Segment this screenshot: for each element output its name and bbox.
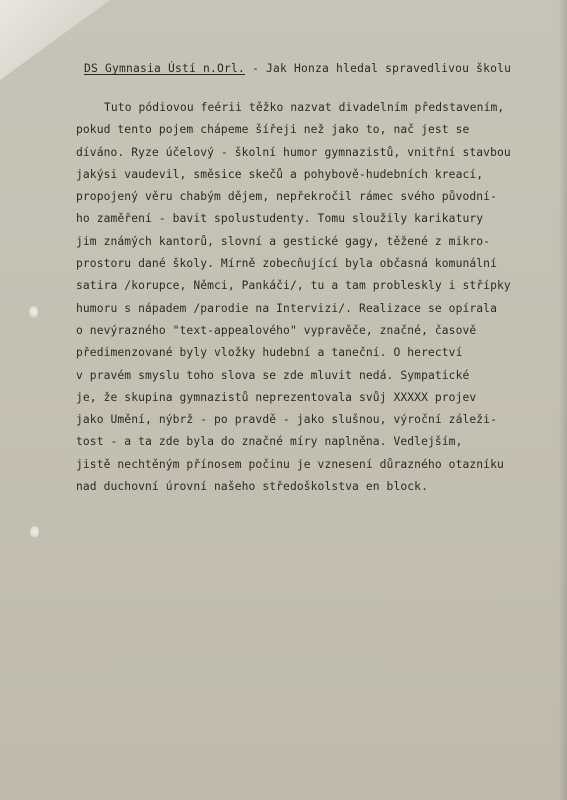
text-line: nad duchovní úrovní našeho středoškolstva en block. [76, 480, 428, 494]
text-line: o nevýrazného "text-appealového" vypravěče, značné, časově [76, 323, 477, 337]
text-line: prostoru dané školy. Mírně zobecňující byla občasná komunální [76, 257, 497, 271]
page-edge-shadow [559, 0, 567, 800]
heading-ensemble: DS Gymnasia Ústí n.Orl. [84, 62, 246, 75]
text-line: jako Umění, nýbrž - po pravdě - jako slušnou, výroční záleži- [76, 413, 497, 427]
text-line: v pravém smyslu toho slova se zde mluvit nedá. Sympatické [76, 368, 470, 382]
text-line: propojený věru chabým dějem, nepřekročil rámec svého původní- [76, 190, 497, 204]
text-line: je, že skupina gymnazistů neprezentovala svůj XXXXX projev [76, 390, 477, 404]
text-line: ho zaměření - bavit spolustudenty. Tomu sloužily karikatury [76, 212, 484, 226]
punch-hole-top [29, 306, 38, 318]
text-line: jistě nechtěným přínosem počinu je vznesení důrazného otazníku [76, 457, 504, 471]
document-heading [84, 62, 511, 75]
text-line: pokud tento pojem chápeme šířeji než jako to, nač jest se [76, 123, 470, 137]
text-line: díváno. Ryze účelový - školní humor gymnazistů, vnitřní stavbou [76, 145, 511, 159]
text-line: jim známých kantorů, slovní a gestické gagy, těžené z mikro- [76, 234, 491, 248]
text-line: Tuto pódiovou feérii těžko nazvat divadelním představením, [104, 101, 505, 114]
text-line: humoru s nápadem /parodie na Intervizi/. Realizace se opírala [76, 301, 497, 315]
punch-hole-bottom [30, 526, 39, 538]
heading-title: - Jak Honza hledal spravedlivou školu [252, 62, 512, 75]
text-line: jakýsi vaudevil, směsice skečů a pohybově-hudebních kreací, [76, 167, 484, 181]
text-line: tost - a ta zde byla do značné míry naplněna. Vedlejším, [76, 435, 463, 449]
text-line: satira /korupce, Němci, Pankáči/, tu a tam probleskly i střípky [76, 279, 511, 293]
text-line: předimenzované byly vložky hudební a taneční. O herectví [76, 346, 463, 360]
review-text [76, 97, 546, 498]
